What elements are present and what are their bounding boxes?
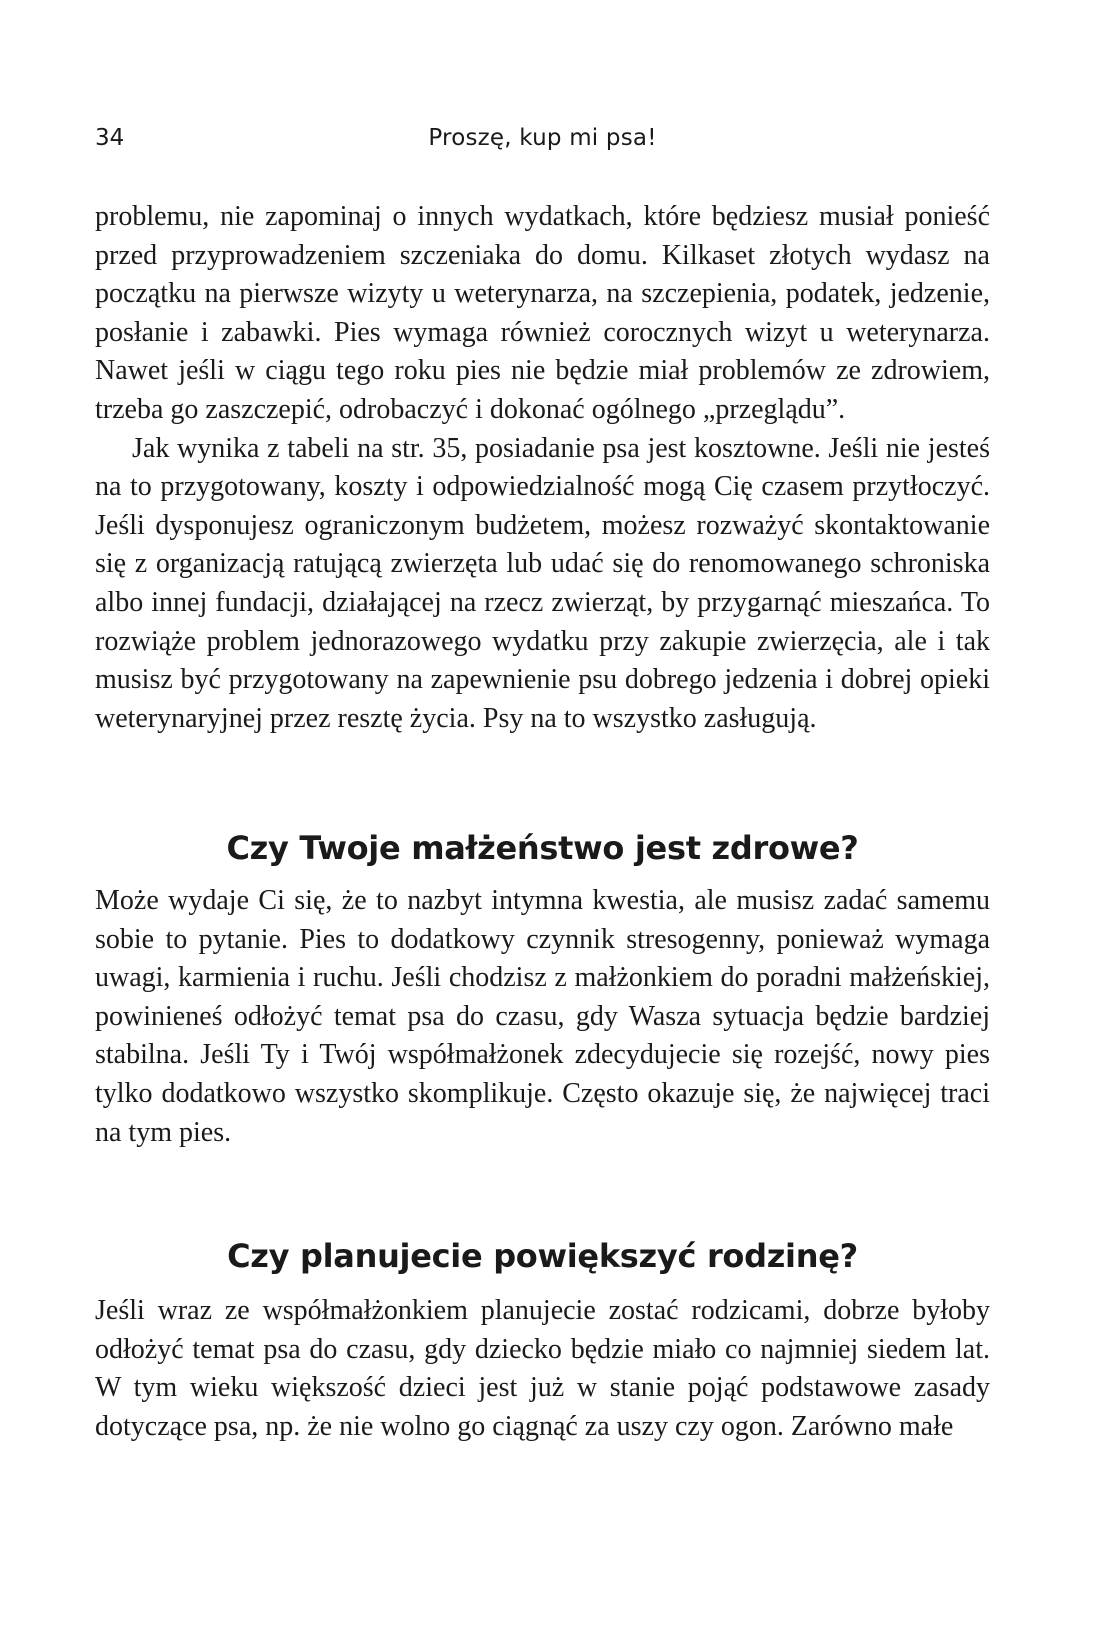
section-3-body: [95, 1292, 990, 1446]
section-2-body: [95, 882, 990, 1152]
section-heading-family: Czy planujecie powiększyć rodzinę?: [227, 1237, 858, 1275]
paragraph-marriage: Może wydaje Ci się, że to nazbyt intymna kwestia, ale musisz zadać samemu sobie to pytanie. Pies to dodatkowy czynnik stresogenny, ponieważ wymaga uwagi, karmienia i ruchu. Jeśli chodzisz z małżonkiem do poradni małżeńskiej, powinieneś odłożyć temat psa do czasu, gdy Wasza sytuacja będzie bardziej stabilna. Jeśli Ty i Twój współmałżonek zdecydujecie się rozejść, nowy pies tylko dodatkowo wszystko skomplikuje. Często okazuje się, że najwięcej traci na tym pies.: [95, 885, 990, 1148]
paragraph-budget: Jak wynika z tabeli na str. 35, posiadanie psa jest kosztowne. Jeśli nie jesteś na to przygotowany, koszty i odpowiedzialność mogą Cię czasem przytłoczyć. Jeśli dysponujesz ograniczonym budżetem, możesz rozważyć skontaktowanie się z organizacją ratującą zwierzęta lub udać się do renomowanego schroniska albo innej fundacji, działającej na rzecz zwierząt, by przygarnąć mieszańca. To rozwiąże problem jednorazowego wydatku przy zakupie zwierzęcia, ale i tak musisz być przygotowany na zapewnienie psu dobrego jedzenia i dobrej opieki weterynaryjnej przez resztę życia. Psy na to wszystko zasługują.: [95, 432, 990, 734]
paragraph-family: Jeśli wraz ze współmałżonkiem planujecie zostać rodzicami, dobrze byłoby odłożyć temat psa do czasu, gdy dziecko będzie miało co najmniej siedem lat. W tym wieku większość dzieci jest już w stanie pojąć podstawowe zasady dotyczące psa, np. że nie wolno go ciągnąć za uszy czy ogon. Zarówno małe: [95, 1295, 990, 1442]
paragraph-costs: problemu, nie zapominaj o innych wydatkach, które będziesz musiał ponieść przed przyprowadzeniem szczeniaka do domu. Kilkaset złotych wydasz na początku na pierwsze wizyty u weterynarza, na szczepienia, podatek, jedzenie, posłanie i zabawki. Pies wymaga również corocznych wizyt u weterynarza. Nawet jeśli w ciągu tego roku pies nie będzie miał problemów ze zdrowiem, trzeba go zaszczepić, odrobaczyć i dokonać ogólnego „przeglądu”.: [95, 201, 990, 425]
running-title: Proszę, kup mi psa!: [428, 125, 657, 151]
running-header: [95, 118, 990, 158]
section-1-body: [95, 198, 990, 738]
section-heading-marriage: Czy Twoje małżeństwo jest zdrowe?: [226, 829, 859, 867]
page-number: 34: [95, 125, 125, 151]
